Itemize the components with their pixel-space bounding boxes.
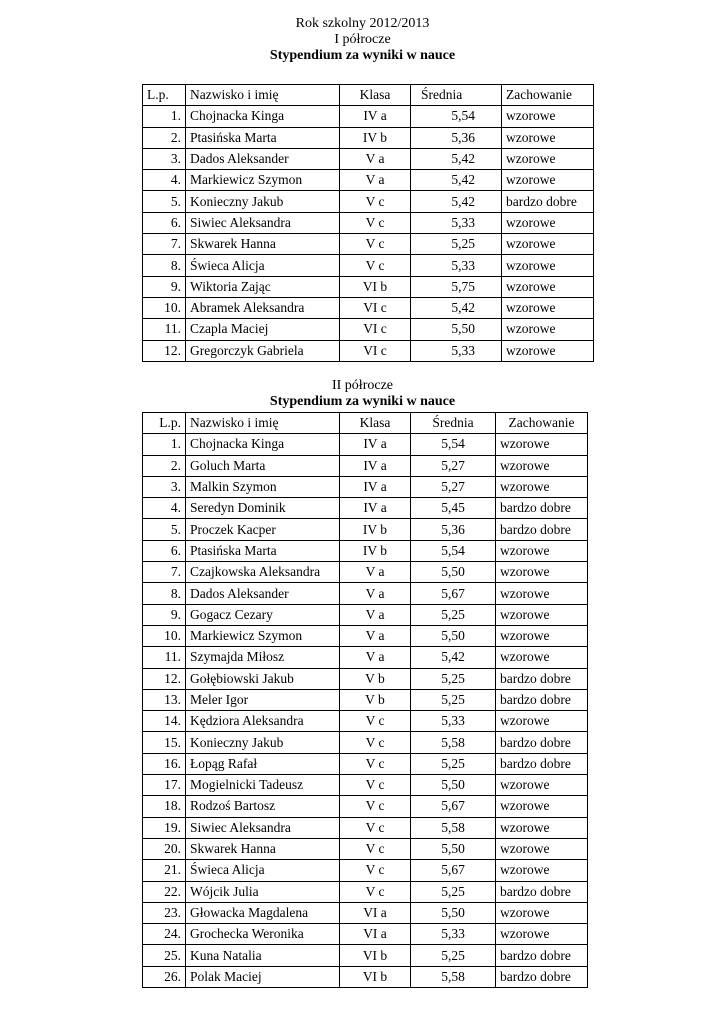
cell-name: Polak Maciej (186, 966, 340, 987)
cell-srednia: 5,25 (411, 689, 496, 710)
cell-klasa: VI a (340, 924, 411, 945)
cell-klasa: V a (340, 148, 411, 169)
cell-zachowanie: bardzo dobre (496, 689, 588, 710)
school-year: Rok szkolny 2012/2013 (295, 16, 430, 31)
cell-lp: 23. (143, 902, 186, 923)
table-row (143, 860, 588, 881)
cell-lp: 4. (143, 498, 186, 519)
cell-klasa: V c (340, 732, 411, 753)
cell-name: Siwiec Aleksandra (186, 212, 340, 233)
col-klasa: Klasa (340, 413, 411, 434)
table-header-row (143, 413, 588, 434)
cell-lp: 10. (143, 625, 186, 646)
cell-zachowanie: wzorowe (496, 796, 588, 817)
cell-klasa: V a (340, 647, 411, 668)
cell-srednia: 5,50 (411, 562, 496, 583)
table-row (143, 711, 588, 732)
table-row (143, 455, 588, 476)
cell-srednia: 5,50 (411, 775, 496, 796)
cell-zachowanie: wzorowe (496, 562, 588, 583)
cell-klasa: V c (340, 817, 411, 838)
cell-zachowanie: wzorowe (502, 148, 594, 169)
cell-lp: 16. (143, 753, 186, 774)
cell-name: Wiktoria Zając (186, 276, 340, 297)
cell-name: Gołębiowski Jakub (186, 668, 340, 689)
cell-name: Łopąg Rafał (186, 753, 340, 774)
table-row (143, 476, 588, 497)
cell-name: Czajkowska Aleksandra (186, 562, 340, 583)
cell-name: Gogacz Cezary (186, 604, 340, 625)
cell-srednia: 5,58 (411, 732, 496, 753)
cell-srednia: 5,75 (411, 276, 502, 297)
cell-zachowanie: bardzo dobre (496, 881, 588, 902)
cell-name: Świeca Alicja (186, 860, 340, 881)
cell-srednia: 5,67 (411, 796, 496, 817)
cell-lp: 3. (143, 148, 186, 169)
cell-klasa: V a (340, 562, 411, 583)
cell-zachowanie: wzorowe (496, 924, 588, 945)
cell-klasa: V c (340, 860, 411, 881)
cell-lp: 2. (143, 127, 186, 148)
cell-srednia: 5,50 (411, 319, 502, 340)
col-zachowanie: Zachowanie (496, 413, 588, 434)
cell-name: Grochecka Weronika (186, 924, 340, 945)
cell-lp: 2. (143, 455, 186, 476)
cell-zachowanie: wzorowe (496, 647, 588, 668)
col-name: Nazwisko i imię (186, 85, 340, 106)
table-row (143, 148, 594, 169)
cell-klasa: V c (340, 775, 411, 796)
cell-zachowanie: wzorowe (502, 106, 594, 127)
cell-lp: 7. (143, 562, 186, 583)
cell-zachowanie: wzorowe (502, 297, 594, 318)
cell-srednia: 5,25 (411, 753, 496, 774)
term-1-label: I półrocze (334, 32, 391, 47)
cell-srednia: 5,42 (411, 647, 496, 668)
cell-zachowanie: wzorowe (502, 340, 594, 361)
cell-name: Chojnacka Kinga (186, 434, 340, 455)
cell-srednia: 5,54 (411, 434, 496, 455)
cell-srednia: 5,67 (411, 583, 496, 604)
table-row (143, 753, 588, 774)
table-row (143, 191, 594, 212)
table-row (143, 319, 594, 340)
cell-klasa: IV b (340, 540, 411, 561)
cell-name: Malkin Szymon (186, 476, 340, 497)
cell-lp: 15. (143, 732, 186, 753)
cell-name: Mogielnicki Tadeusz (186, 775, 340, 796)
cell-zachowanie: wzorowe (496, 604, 588, 625)
table-row (143, 966, 588, 987)
cell-klasa: V c (340, 838, 411, 859)
cell-lp: 19. (143, 817, 186, 838)
table-row (143, 127, 594, 148)
cell-klasa: IV a (340, 455, 411, 476)
cell-name: Meler Igor (186, 689, 340, 710)
cell-srednia: 5,33 (411, 255, 502, 276)
cell-srednia: 5,25 (411, 945, 496, 966)
cell-srednia: 5,33 (411, 340, 502, 361)
table-row (143, 668, 588, 689)
cell-srednia: 5,45 (411, 498, 496, 519)
cell-name: Abramek Aleksandra (186, 297, 340, 318)
cell-lp: 22. (143, 881, 186, 902)
term-1-title: Stypendium za wyniki w nauce (269, 48, 456, 63)
table-row (143, 647, 588, 668)
cell-lp: 14. (143, 711, 186, 732)
col-klasa: Klasa (340, 85, 411, 106)
term-2-title: Stypendium za wyniki w nauce (269, 394, 456, 409)
cell-lp: 17. (143, 775, 186, 796)
cell-zachowanie: wzorowe (496, 476, 588, 497)
cell-zachowanie: wzorowe (496, 434, 588, 455)
cell-klasa: VI c (340, 340, 411, 361)
cell-name: Seredyn Dominik (186, 498, 340, 519)
table-row (143, 498, 588, 519)
cell-klasa: IV a (340, 476, 411, 497)
cell-name: Goluch Marta (186, 455, 340, 476)
cell-srednia: 5,54 (411, 106, 502, 127)
cell-name: Czapla Maciej (186, 319, 340, 340)
cell-klasa: V c (340, 796, 411, 817)
cell-name: Skwarek Hanna (186, 234, 340, 255)
cell-lp: 6. (143, 540, 186, 561)
cell-lp: 8. (143, 255, 186, 276)
cell-srednia: 5,42 (411, 297, 502, 318)
cell-name: Skwarek Hanna (186, 838, 340, 859)
cell-klasa: V b (340, 689, 411, 710)
cell-klasa: VI c (340, 319, 411, 340)
cell-zachowanie: wzorowe (496, 860, 588, 881)
cell-lp: 11. (143, 647, 186, 668)
cell-klasa: V c (340, 711, 411, 732)
cell-name: Ptasińska Marta (186, 540, 340, 561)
table-row (143, 276, 594, 297)
cell-name: Świeca Alicja (186, 255, 340, 276)
cell-srednia: 5,25 (411, 881, 496, 902)
cell-zachowanie: wzorowe (502, 170, 594, 191)
cell-name: Konieczny Jakub (186, 191, 340, 212)
cell-lp: 11. (143, 319, 186, 340)
cell-klasa: VI b (340, 276, 411, 297)
cell-zachowanie: wzorowe (502, 276, 594, 297)
term-2-label: II półrocze (331, 378, 394, 393)
term-2-header (0, 378, 725, 410)
table-row (143, 434, 588, 455)
col-lp: L.p. (143, 413, 186, 434)
cell-klasa: V a (340, 604, 411, 625)
col-name: Nazwisko i imię (186, 413, 340, 434)
cell-klasa: V a (340, 170, 411, 191)
table-row (143, 775, 588, 796)
cell-srednia: 5,25 (411, 234, 502, 255)
cell-zachowanie: bardzo dobre (496, 753, 588, 774)
table-row (143, 881, 588, 902)
cell-srednia: 5,27 (411, 476, 496, 497)
col-zachowanie: Zachowanie (502, 85, 594, 106)
cell-klasa: V c (340, 234, 411, 255)
table-row (143, 540, 588, 561)
table-row (143, 340, 594, 361)
cell-klasa: IV a (340, 434, 411, 455)
cell-name: Rodzoś Bartosz (186, 796, 340, 817)
table-row (143, 583, 588, 604)
scholarship-table-term-2 (142, 412, 588, 988)
cell-name: Dados Aleksander (186, 148, 340, 169)
cell-lp: 9. (143, 604, 186, 625)
cell-srednia: 5,25 (411, 604, 496, 625)
cell-name: Kuna Natalia (186, 945, 340, 966)
table-row (143, 924, 588, 945)
cell-klasa: VI b (340, 945, 411, 966)
cell-lp: 25. (143, 945, 186, 966)
cell-klasa: VI b (340, 966, 411, 987)
table-row (143, 255, 594, 276)
cell-name: Gregorczyk Gabriela (186, 340, 340, 361)
cell-srednia: 5,50 (411, 625, 496, 646)
cell-klasa: V c (340, 753, 411, 774)
cell-srednia: 5,33 (411, 924, 496, 945)
cell-klasa: V b (340, 668, 411, 689)
cell-zachowanie: wzorowe (502, 319, 594, 340)
cell-srednia: 5,36 (411, 127, 502, 148)
cell-lp: 26. (143, 966, 186, 987)
cell-zachowanie: wzorowe (496, 775, 588, 796)
cell-klasa: V c (340, 212, 411, 233)
table-row (143, 562, 588, 583)
cell-lp: 3. (143, 476, 186, 497)
cell-lp: 5. (143, 519, 186, 540)
cell-name: Głowacka Magdalena (186, 902, 340, 923)
table-row (143, 170, 594, 191)
cell-zachowanie: wzorowe (496, 817, 588, 838)
table-row (143, 297, 594, 318)
cell-klasa: IV b (340, 127, 411, 148)
cell-zachowanie: wzorowe (496, 455, 588, 476)
cell-zachowanie: wzorowe (496, 625, 588, 646)
cell-lp: 24. (143, 924, 186, 945)
cell-srednia: 5,50 (411, 902, 496, 923)
cell-zachowanie: bardzo dobre (496, 945, 588, 966)
cell-klasa: V c (340, 881, 411, 902)
cell-name: Markiewicz Szymon (186, 625, 340, 646)
table-row (143, 945, 588, 966)
cell-srednia: 5,36 (411, 519, 496, 540)
table-body (143, 106, 594, 362)
cell-zachowanie: bardzo dobre (496, 668, 588, 689)
cell-lp: 21. (143, 860, 186, 881)
cell-zachowanie: wzorowe (496, 583, 588, 604)
table-row (143, 838, 588, 859)
cell-lp: 6. (143, 212, 186, 233)
cell-srednia: 5,42 (411, 148, 502, 169)
document-header (0, 16, 725, 64)
cell-lp: 12. (143, 668, 186, 689)
table-row (143, 817, 588, 838)
cell-lp: 9. (143, 276, 186, 297)
cell-name: Wójcik Julia (186, 881, 340, 902)
cell-srednia: 5,33 (411, 212, 502, 233)
table-row (143, 625, 588, 646)
cell-lp: 1. (143, 106, 186, 127)
cell-zachowanie: wzorowe (496, 540, 588, 561)
table-body (143, 434, 588, 988)
table-row (143, 689, 588, 710)
cell-zachowanie: wzorowe (496, 711, 588, 732)
table-row (143, 732, 588, 753)
cell-klasa: V a (340, 625, 411, 646)
cell-srednia: 5,54 (411, 540, 496, 561)
cell-klasa: VI c (340, 297, 411, 318)
cell-klasa: IV a (340, 106, 411, 127)
cell-klasa: V a (340, 583, 411, 604)
table-row (143, 796, 588, 817)
cell-klasa: V c (340, 255, 411, 276)
table-row (143, 902, 588, 923)
cell-lp: 7. (143, 234, 186, 255)
cell-lp: 8. (143, 583, 186, 604)
cell-name: Proczek Kacper (186, 519, 340, 540)
cell-srednia: 5,33 (411, 711, 496, 732)
table-header-row (143, 85, 594, 106)
cell-srednia: 5,42 (411, 191, 502, 212)
cell-srednia: 5,50 (411, 838, 496, 859)
table-row (143, 519, 588, 540)
cell-srednia: 5,25 (411, 668, 496, 689)
cell-klasa: IV b (340, 519, 411, 540)
cell-zachowanie: wzorowe (502, 255, 594, 276)
col-srednia: Średnia (411, 413, 496, 434)
cell-zachowanie: wzorowe (496, 838, 588, 859)
cell-srednia: 5,58 (411, 966, 496, 987)
cell-name: Chojnacka Kinga (186, 106, 340, 127)
cell-name: Markiewicz Szymon (186, 170, 340, 191)
cell-name: Kędziora Aleksandra (186, 711, 340, 732)
cell-zachowanie: bardzo dobre (496, 966, 588, 987)
cell-srednia: 5,58 (411, 817, 496, 838)
cell-zachowanie: wzorowe (502, 234, 594, 255)
cell-srednia: 5,67 (411, 860, 496, 881)
table-row (143, 234, 594, 255)
cell-lp: 13. (143, 689, 186, 710)
cell-zachowanie: bardzo dobre (502, 191, 594, 212)
cell-name: Konieczny Jakub (186, 732, 340, 753)
cell-lp: 5. (143, 191, 186, 212)
cell-lp: 4. (143, 170, 186, 191)
cell-zachowanie: wzorowe (496, 902, 588, 923)
table-row (143, 106, 594, 127)
cell-klasa: VI a (340, 902, 411, 923)
cell-name: Siwiec Aleksandra (186, 817, 340, 838)
cell-lp: 10. (143, 297, 186, 318)
cell-klasa: IV a (340, 498, 411, 519)
cell-lp: 20. (143, 838, 186, 859)
table-row (143, 604, 588, 625)
cell-lp: 12. (143, 340, 186, 361)
cell-lp: 18. (143, 796, 186, 817)
cell-klasa: V c (340, 191, 411, 212)
scholarship-table-term-1 (142, 84, 594, 362)
cell-zachowanie: wzorowe (502, 212, 594, 233)
cell-name: Ptasińska Marta (186, 127, 340, 148)
cell-zachowanie: wzorowe (502, 127, 594, 148)
col-lp: L.p. (143, 85, 186, 106)
cell-lp: 1. (143, 434, 186, 455)
table-row (143, 212, 594, 233)
cell-name: Dados Aleksander (186, 583, 340, 604)
cell-zachowanie: bardzo dobre (496, 498, 588, 519)
col-srednia: Średnia (411, 85, 502, 106)
cell-srednia: 5,42 (411, 170, 502, 191)
cell-zachowanie: bardzo dobre (496, 732, 588, 753)
cell-zachowanie: bardzo dobre (496, 519, 588, 540)
cell-name: Szymajda Miłosz (186, 647, 340, 668)
cell-srednia: 5,27 (411, 455, 496, 476)
